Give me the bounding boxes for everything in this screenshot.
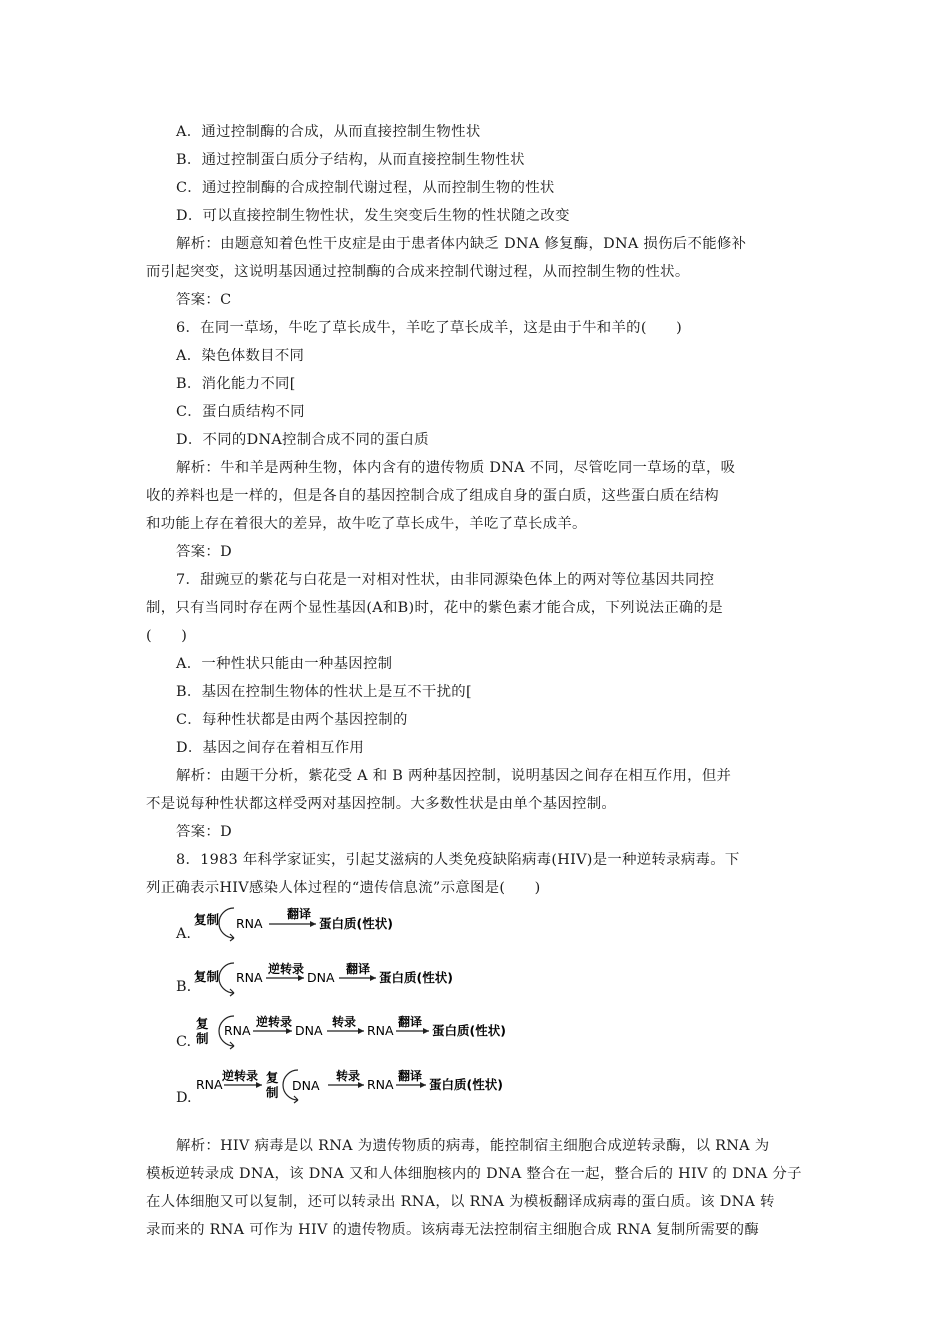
diagram-d-replicate-1: 复 [266, 1070, 279, 1085]
diagram-a-replicate: 复制 [194, 912, 220, 927]
q8-stem-line: 列正确表示HIV感染人体过程的“遗传信息流”示意图是( ) [146, 880, 541, 896]
replication-loop-icon [219, 908, 234, 938]
diagram-option-a [176, 900, 436, 946]
q6-analysis-line: 解析：牛和羊是两种生物，体内含有的遗传物质 DNA 不同，尽管吃同一草场的草，吸 [176, 460, 736, 476]
q7-option-c: C．每种性状都是由两个基因控制的 [176, 712, 408, 728]
arrowhead-icon [358, 1082, 364, 1088]
diagram-d-translate: 翻译 [398, 1069, 423, 1083]
q6-analysis-line: 和功能上存在着很大的差异，故牛吃了草长成牛，羊吃了草长成羊。 [146, 516, 587, 532]
diagram-a-label: A. [176, 926, 191, 942]
q6-option-a: A．染色体数目不同 [176, 348, 305, 364]
q8-analysis-line: 录而来的 RNA 可作为 HIV 的遗传物质。该病毒无法控制宿主细胞合成 RNA 复制所需要的酶 [146, 1222, 760, 1238]
diagram-d-rna2: RNA [367, 1077, 394, 1092]
q8-analysis-line: 在人体细胞又可以复制，还可以转录出 RNA，以 RNA 为模板翻译成病毒的蛋白质。该 DNA 转 [146, 1194, 775, 1210]
q6-analysis-line: 收的养料也是一样的，但是各自的基因控制合成了组成自身的蛋白质，这些蛋白质在结构 [146, 488, 719, 504]
q7-analysis-line: 解析：由题干分析，紫花受 A 和 B 两种基因控制，说明基因之间存在相互作用，但并 [176, 768, 732, 784]
diagram-d-label: D. [176, 1090, 192, 1106]
q7-stem-line: 7．甜豌豆的紫花与白花是一对相对性状，由非同源染色体上的两对等位基因共同控 [176, 572, 715, 588]
diagram-a-translate: 翻译 [287, 907, 312, 921]
q5-analysis-line: 解析：由题意知着色性干皮症是由于患者体内缺乏 DNA 修复酶，DNA 损伤后不能修补 [176, 236, 747, 252]
diagram-d-protein: 蛋白质(性状) [429, 1077, 503, 1092]
diagram-d-rna: RNA [196, 1077, 223, 1092]
q6-option-d: D．不同的DNA控制合成不同的蛋白质 [176, 432, 429, 448]
diagram-c-replicate-2: 制 [196, 1031, 209, 1046]
diagram-b-rna: RNA [236, 970, 263, 985]
diagram-c-replicate-1: 复 [196, 1016, 209, 1031]
q5-option-b: B．通过控制蛋白质分子结构，从而直接控制生物性状 [176, 152, 525, 168]
arrowhead-icon [420, 1082, 426, 1088]
q5-option-a: A．通过控制酶的合成，从而直接控制生物性状 [176, 124, 481, 140]
diagram-a-protein: 蛋白质(性状) [319, 916, 393, 931]
diagram-d-dna: DNA [292, 1078, 320, 1093]
diagram-b-label: B. [176, 979, 192, 995]
q7-answer: 答案：D [176, 824, 232, 840]
diagram-d-reverse: 逆转录 [222, 1069, 259, 1083]
diagram-b-replicate: 复制 [194, 969, 220, 984]
q5-option-d: D．可以直接控制生物性状，发生突变后生物的性状随之改变 [176, 208, 570, 224]
arrowhead-icon [358, 1028, 364, 1034]
diagram-d-transcribe: 转录 [336, 1069, 361, 1083]
q7-stem-line: 制，只有当同时存在两个显性基因(A和B)时，花中的紫色素才能合成，下列说法正确的是 [146, 600, 723, 616]
q6-stem: 6．在同一草场，牛吃了草长成牛，羊吃了草长成羊，这是由于牛和羊的( ) [176, 320, 683, 336]
replication-loop-icon [219, 963, 234, 993]
diagram-c-rna: RNA [224, 1023, 251, 1038]
diagram-c-transcribe: 转录 [332, 1015, 357, 1029]
q8-stem-line: 8．1983 年科学家证实，引起艾滋病的人类免疫缺陷病毒(HIV)是一种逆转录病毒。下 [176, 852, 740, 868]
arrowhead-icon [370, 975, 376, 981]
diagram-option-b [176, 955, 476, 1001]
q5-answer: 答案：C [176, 292, 232, 308]
q8-analysis-line: 模板逆转录成 DNA，该 DNA 又和人体细胞核内的 DNA 整合在一起，整合后的 HIV 的 DNA 分子 [146, 1166, 802, 1182]
diagram-b-translate: 翻译 [346, 962, 371, 976]
q7-option-a: A．一种性状只能由一种基因控制 [176, 656, 393, 672]
q7-analysis-line: 不是说每种性状都这样受两对基因控制。大多数性状是由单个基因控制。 [146, 796, 617, 812]
diagram-option-d [176, 1062, 536, 1112]
q8-analysis-line: 解析：HIV 病毒是以 RNA 为遗传物质的病毒，能控制宿主细胞合成逆转录酶，以 RNA 为 [176, 1138, 770, 1154]
diagram-c-translate: 翻译 [398, 1015, 423, 1029]
diagram-c-rna2: RNA [367, 1023, 394, 1038]
diagram-b-protein: 蛋白质(性状) [379, 970, 453, 985]
diagram-c-protein: 蛋白质(性状) [432, 1023, 506, 1038]
arrowhead-icon [310, 921, 316, 927]
arrowhead-icon [256, 1082, 262, 1088]
diagram-a-rna: RNA [236, 916, 263, 931]
arrowhead-icon [423, 1028, 429, 1034]
q5-analysis-line: 而引起突变，这说明基因通过控制酶的合成来控制代谢过程，从而控制生物的性状。 [146, 264, 690, 280]
diagram-b-reverse: 逆转录 [268, 962, 305, 976]
diagram-c-dna: DNA [295, 1023, 323, 1038]
diagram-option-c [176, 1008, 536, 1058]
q7-stem-line: ( ) [146, 628, 188, 644]
q5-option-c: C．通过控制酶的合成控制代谢过程，从而控制生物的性状 [176, 180, 555, 196]
diagram-c-label: C. [176, 1034, 192, 1050]
diagram-b-dna: DNA [307, 970, 335, 985]
q6-option-b: B．消化能力不同[ [176, 376, 296, 392]
q6-answer: 答案：D [176, 544, 232, 560]
q6-option-c: C．蛋白质结构不同 [176, 404, 305, 420]
diagram-d-replicate-2: 制 [266, 1085, 279, 1100]
q7-option-b: B．基因在控制生物体的性状上是互不干扰的[ [176, 684, 472, 700]
diagram-c-reverse: 逆转录 [256, 1015, 293, 1029]
q7-option-d: D．基因之间存在着相互作用 [176, 740, 365, 756]
